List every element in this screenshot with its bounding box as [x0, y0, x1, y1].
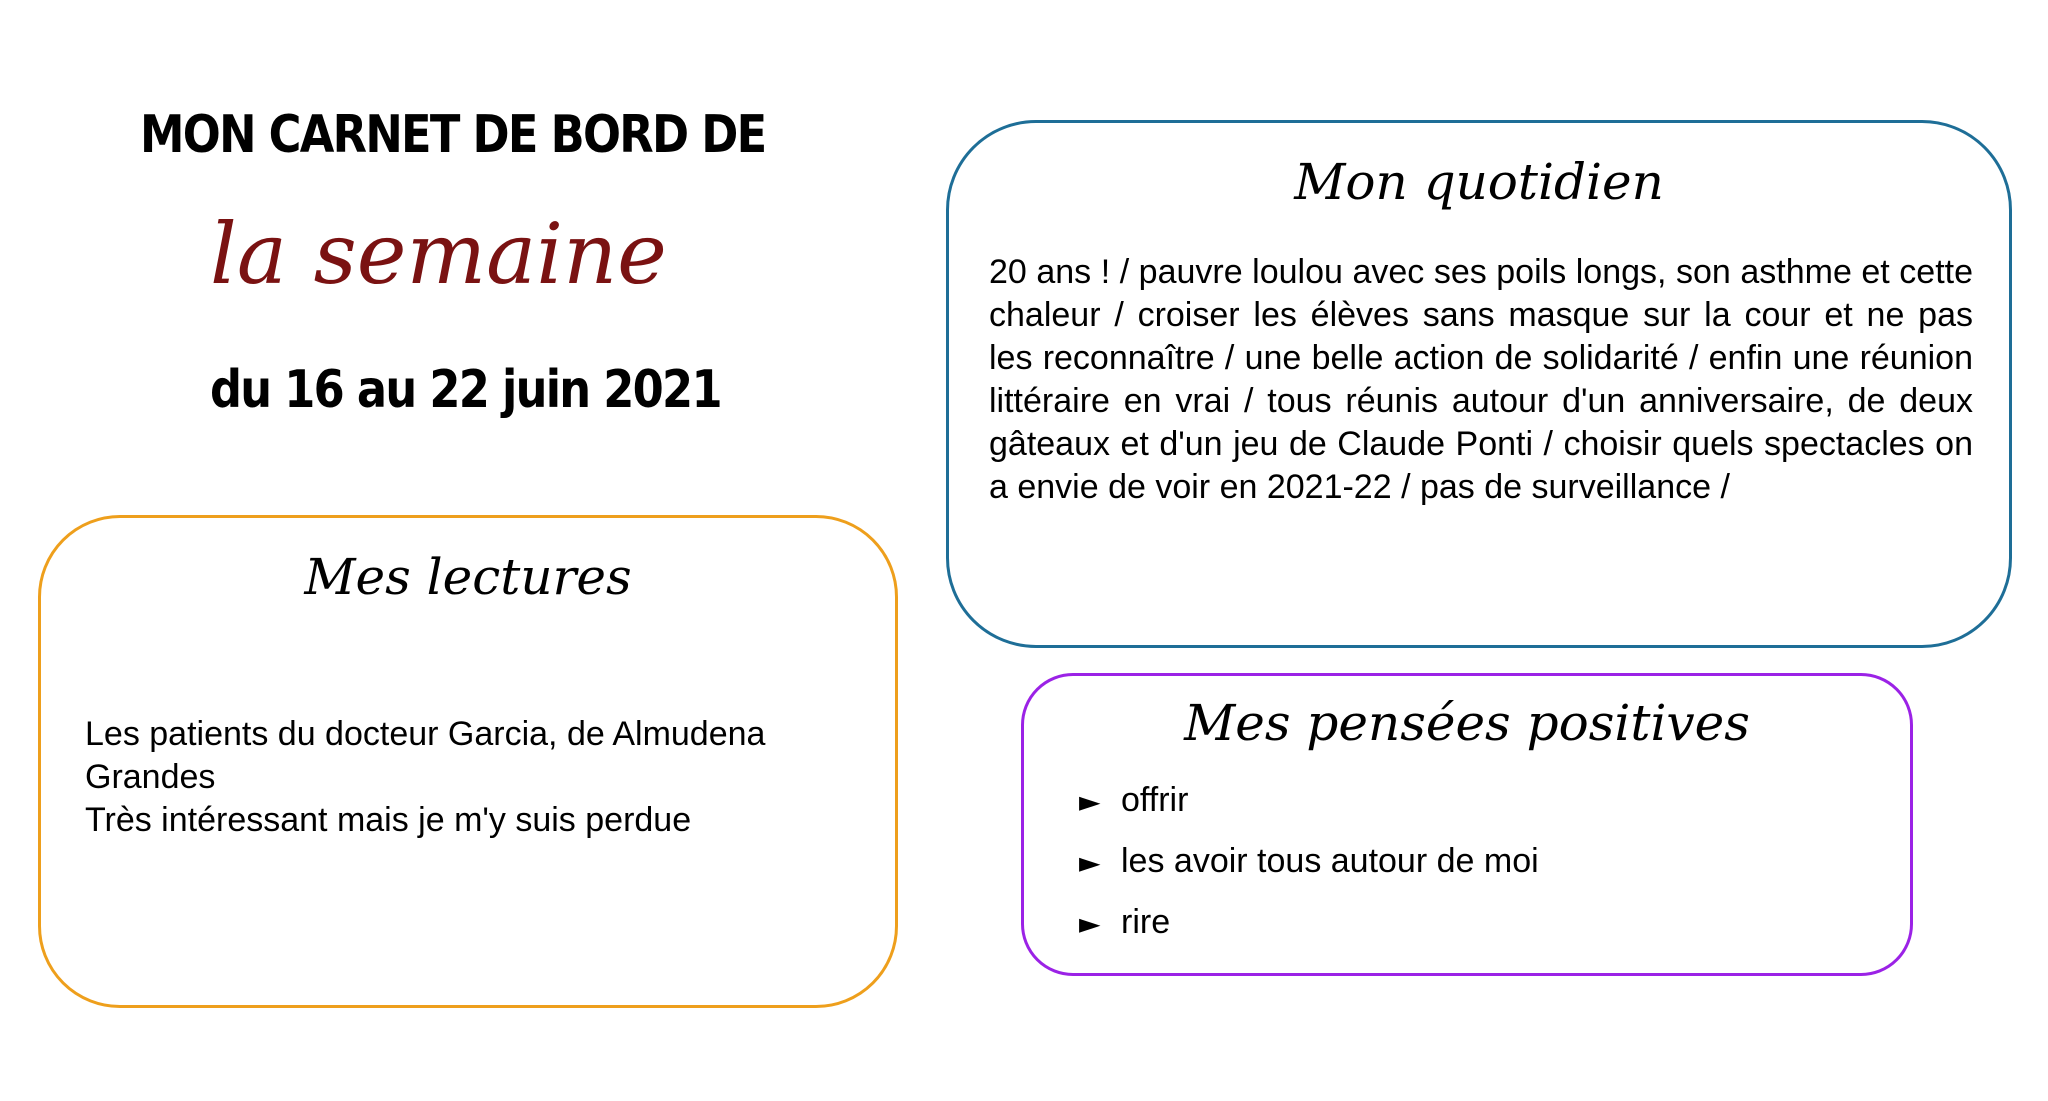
pensee-text: rire	[1121, 903, 1171, 941]
date-range: du 16 au 22 juin 2021	[210, 360, 721, 420]
lectures-title: Mes lectures	[304, 548, 632, 606]
lectures-line: Très intéressant mais je m'y suis perdue	[85, 801, 692, 839]
triangle-bullet-icon: ►	[1079, 785, 1101, 818]
triangle-bullet-icon: ►	[1079, 907, 1101, 940]
list-item	[1079, 841, 1539, 902]
list-item	[1079, 902, 1539, 963]
period-title: la semaine	[210, 205, 667, 303]
lectures-line: Les patients du docteur Garcia, de Almudena Grandes	[85, 715, 766, 796]
pensees-title: Mes pensées positives	[1184, 694, 1750, 752]
pensees-list	[1079, 780, 1539, 963]
quotidien-title: Mon quotidien	[1294, 153, 1664, 211]
quotidien-box	[946, 120, 2012, 648]
lectures-text	[85, 713, 865, 842]
pensee-text: offrir	[1121, 781, 1189, 819]
pensee-text: les avoir tous autour de moi	[1121, 842, 1539, 880]
list-item	[1079, 780, 1539, 841]
page-title: MON CARNET DE BORD DE	[140, 105, 766, 165]
pensees-box	[1021, 673, 1913, 976]
triangle-bullet-icon: ►	[1079, 846, 1101, 879]
lectures-box	[38, 515, 898, 1008]
quotidien-text: 20 ans ! / pauvre loulou avec ses poils longs, son asthme et cette chaleur / croiser les élèves sans masque sur la cour et ne pas les reconnaître / une belle action de solidarité / enfin une réunion littéraire en vrai / tous réunis autour d'un anniversaire, de deux gâteaux et d'un jeu de Claude Ponti / choisir quels spectacles on a envie de voir en 2021-22 / pas de surveillance /	[989, 253, 1973, 506]
